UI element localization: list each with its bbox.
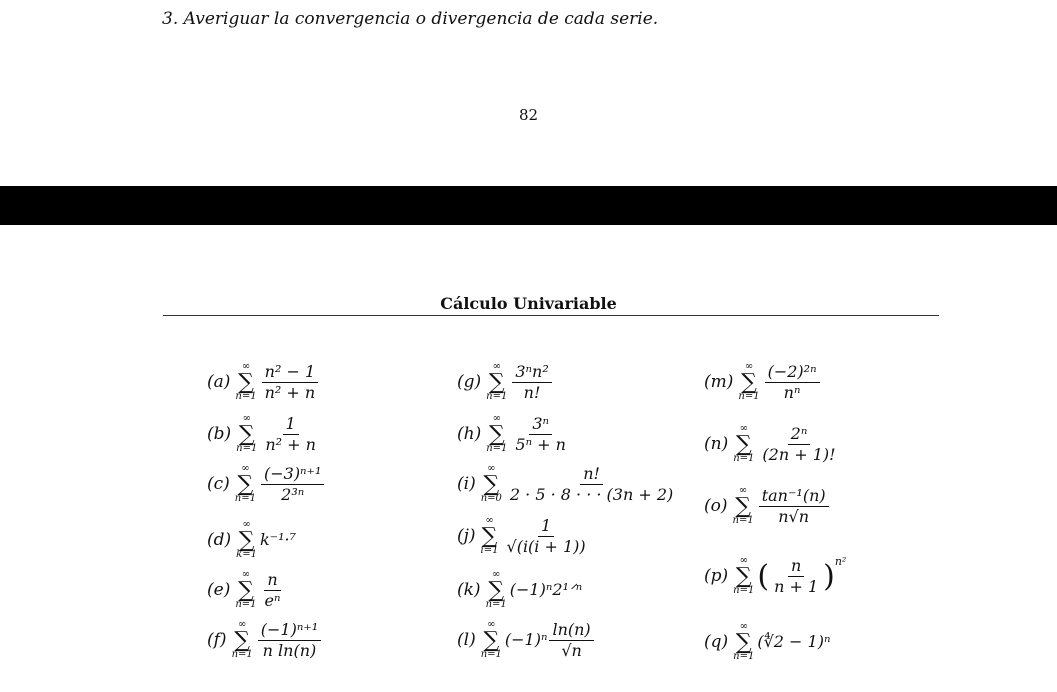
term-fraction: [507, 463, 676, 504]
series-label: (c): [207, 473, 230, 494]
sum-lower-limit: n=1: [732, 515, 754, 527]
term-denominator: n ln(n): [262, 640, 317, 660]
term-numerator: 2ⁿ: [788, 426, 811, 445]
sigma-symbol: ∑: [481, 523, 498, 549]
sum-lower-limit: n=1: [486, 391, 508, 403]
sigma-symbol: ∑: [483, 471, 500, 497]
sum-lower-limit: n=0: [480, 493, 502, 505]
series-item-p: [704, 556, 846, 597]
series-item-c: [207, 464, 326, 505]
series-label: (k): [457, 579, 481, 600]
term-fraction: [771, 555, 821, 596]
sum-upper-limit: ∞: [492, 413, 501, 424]
term-numerator: 1: [283, 416, 299, 435]
series-label: (l): [457, 629, 476, 650]
term-denominator: √(i(i + 1)): [506, 536, 586, 556]
series-label: (d): [207, 529, 232, 550]
series-label: (i): [457, 473, 476, 494]
term-numerator: n!: [580, 466, 603, 485]
sum-upper-limit: ∞: [242, 413, 251, 424]
sum-upper-limit: ∞: [492, 569, 501, 580]
sigma-symbol: ∑: [735, 629, 752, 655]
sum-lower-limit: i=1: [480, 545, 499, 557]
sum-lower-limit: n=1: [485, 599, 507, 611]
sum-lower-limit: n=1: [733, 585, 755, 597]
sum-lower-limit: n=1: [486, 443, 508, 455]
term-fraction: [765, 361, 820, 402]
term-denominator: √n: [561, 640, 582, 660]
term-numerator: ln(n): [549, 622, 593, 641]
sum-lower-limit: n=1: [234, 493, 256, 505]
summation: [733, 486, 754, 527]
summation: [486, 362, 507, 403]
series-item-g: [457, 362, 554, 403]
series-label: (g): [457, 371, 482, 392]
term-numerator: (−3)ⁿ⁺¹: [261, 466, 324, 485]
term-fraction: [262, 569, 284, 610]
summation: [738, 362, 759, 403]
sigma-symbol: ∑: [238, 421, 255, 447]
series-label: (q): [704, 631, 729, 652]
summation: [236, 414, 257, 455]
term-denominator: 2³ⁿ: [281, 484, 305, 504]
summation: [481, 620, 502, 661]
summation: [486, 570, 507, 611]
sigma-symbol: ∑: [735, 563, 752, 589]
series-item-b: [207, 414, 321, 455]
term-fraction: [759, 485, 829, 526]
sum-lower-limit: n=1: [235, 391, 257, 403]
series-label: (j): [457, 525, 476, 546]
sum-lower-limit: n=1: [738, 391, 760, 403]
close-paren: ): [823, 558, 835, 594]
term-fraction: [512, 361, 551, 402]
term-numerator: (−1)ⁿ⁺¹: [258, 622, 321, 641]
series-label: (f): [207, 629, 227, 650]
summation: [232, 620, 253, 661]
sum-lower-limit: n=1: [733, 651, 755, 663]
sum-upper-limit: ∞: [485, 515, 494, 526]
sum-upper-limit: ∞: [241, 463, 250, 474]
series-label: (h): [457, 423, 482, 444]
series-label: (n): [704, 433, 729, 454]
term-denominator: n!: [523, 382, 541, 402]
term-expression: (−1)ⁿ2¹ᐟⁿ: [509, 580, 583, 600]
term-denominator: n² + n: [265, 434, 316, 454]
series-item-d: [207, 520, 296, 561]
sum-upper-limit: ∞: [739, 423, 748, 434]
sum-lower-limit: n=1: [236, 443, 258, 455]
sum-lower-limit: k=1: [236, 549, 257, 561]
term-fraction: [549, 619, 593, 660]
term-fraction: [262, 413, 319, 454]
sum-lower-limit: n=1: [235, 599, 257, 611]
header-rule: [163, 315, 939, 316]
open-paren: (: [757, 558, 770, 594]
page-header: Cálculo Univariable: [440, 294, 617, 313]
summation: [235, 464, 256, 505]
sum-upper-limit: ∞: [739, 555, 748, 566]
sum-upper-limit: ∞: [487, 463, 496, 474]
series-item-o: [704, 486, 831, 527]
sigma-symbol: ∑: [237, 471, 254, 497]
term-numerator: 3ⁿn²: [512, 364, 551, 383]
sigma-symbol: ∑: [488, 577, 505, 603]
term-fraction: [262, 361, 319, 402]
summation: [481, 516, 499, 557]
term-numerator: n² − 1: [262, 364, 318, 383]
term-fraction: [258, 619, 321, 660]
summation: [235, 570, 256, 611]
summation: [733, 622, 754, 663]
term-fraction: [261, 463, 324, 504]
series-label: (a): [207, 371, 231, 392]
term-expression: (∜2 − 1)ⁿ: [757, 632, 831, 652]
sum-upper-limit: ∞: [237, 619, 247, 630]
term-denominator: (2n + 1)!: [762, 444, 836, 464]
term-denominator: n√n: [778, 506, 810, 526]
term-denominator: eⁿ: [264, 590, 281, 610]
summation: [486, 414, 507, 455]
summation: [235, 362, 256, 403]
series-label: (b): [207, 423, 232, 444]
sigma-symbol: ∑: [483, 627, 500, 653]
summation: [733, 424, 754, 465]
series-label: (p): [704, 565, 729, 586]
sigma-symbol: ∑: [234, 627, 251, 653]
term-denominator: nⁿ: [783, 382, 801, 402]
page-number: 82: [518, 106, 539, 124]
term-power: n²: [834, 555, 847, 568]
sigma-symbol: ∑: [488, 369, 505, 395]
sum-lower-limit: n=1: [231, 649, 253, 661]
sum-lower-limit: n=1: [733, 453, 755, 465]
term-numerator: n: [788, 558, 804, 577]
term-fraction: [504, 515, 589, 556]
term-numerator: 1: [538, 518, 554, 537]
series-label: (o): [704, 495, 728, 516]
series-item-m: [704, 362, 822, 403]
sum-upper-limit: ∞: [739, 621, 748, 632]
sum-upper-limit: ∞: [241, 569, 251, 580]
summation: [481, 464, 502, 505]
term-denominator: 2 · 5 · 8 · · · (3n + 2): [509, 484, 674, 504]
term-prefix: (−1)ⁿ: [504, 630, 548, 650]
series-item-q: [704, 622, 830, 663]
problem-statement: 3. Averiguar la convergencia o divergencia de cada serie.: [162, 9, 659, 29]
summation: [236, 520, 257, 561]
series-item-l: [457, 620, 596, 661]
term-fraction: [759, 423, 838, 464]
sum-lower-limit: n=1: [480, 649, 502, 661]
term-numerator: tan⁻¹(n): [759, 488, 829, 507]
sum-upper-limit: ∞: [487, 619, 496, 630]
sigma-symbol: ∑: [238, 369, 254, 395]
series-item-h: [457, 414, 571, 455]
series-item-e: [207, 570, 285, 611]
sigma-symbol: ∑: [735, 431, 752, 457]
term-numerator: (−2)²ⁿ: [765, 364, 820, 383]
term-denominator: n² + n: [264, 382, 316, 402]
sigma-symbol: ∑: [238, 527, 255, 553]
series-item-f: [207, 620, 323, 661]
sigma-symbol: ∑: [238, 577, 254, 603]
term-expression: k⁻¹·⁷: [259, 530, 297, 550]
sum-upper-limit: ∞: [242, 519, 251, 530]
term-numerator: n: [264, 572, 280, 591]
sigma-symbol: ∑: [488, 421, 505, 447]
term-fraction: [512, 413, 569, 454]
sigma-symbol: ∑: [741, 369, 757, 395]
series-item-k: [457, 570, 582, 611]
summation: [733, 556, 754, 597]
sum-upper-limit: ∞: [492, 361, 501, 372]
series-item-n: [704, 424, 841, 465]
term-denominator: n + 1: [774, 576, 819, 596]
series-label: (e): [207, 579, 231, 600]
series-item-i: [457, 464, 678, 505]
series-item-j: [457, 516, 591, 557]
sigma-symbol: ∑: [735, 493, 751, 519]
sum-upper-limit: ∞: [744, 361, 754, 372]
sum-upper-limit: ∞: [738, 485, 748, 496]
term-numerator: 3ⁿ: [529, 416, 552, 435]
term-denominator: 5ⁿ + n: [515, 434, 566, 454]
series-label: (m): [704, 371, 734, 392]
series-item-a: [207, 362, 320, 403]
sum-upper-limit: ∞: [241, 361, 251, 372]
black-band: [0, 186, 1057, 225]
